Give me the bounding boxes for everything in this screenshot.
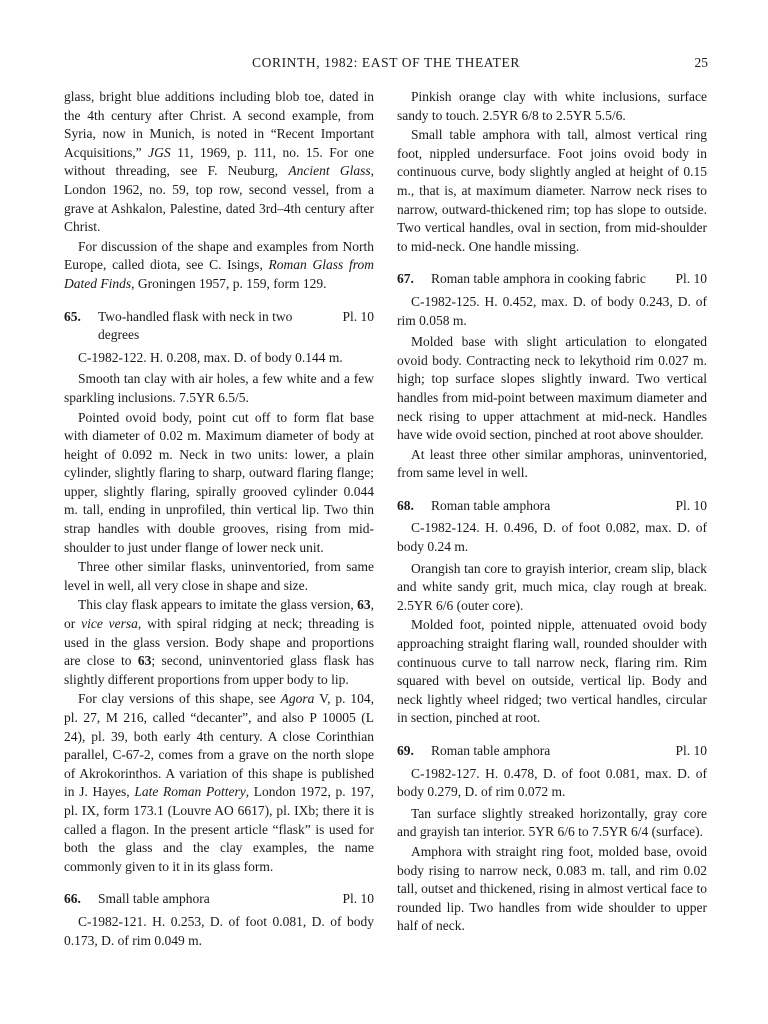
entry-description: Molded base with slight articulation to elongated ovoid body. Contracting neck to lekythoid rim 0.027 m. high; top surface slopes slightly inward. Two vertical handles from mid-point between maximum diameter and neck rising to upper attachment at mid-neck. Handles have wide ovoid section, pinched at root above shoulder. (397, 334, 707, 443)
entry-number: 66. (64, 891, 81, 907)
entry-title: Two-handled flask with neck in two degrees (98, 308, 293, 343)
entry-description: Molded foot, pointed nipple, attenuated ovoid body approaching straight flaring wall, rounded shoulder with continuous curve to tall narrow neck, flaring rim. Rim squared with bevel on outside, vertical lip. Body and neck lightly wheel ridged; two vertical handles, circular in section, pinched at root. (397, 617, 707, 726)
catalogue-entry-heading (64, 890, 374, 909)
paragraph: For discussion of the shape and examples from North Europe, called diota, see C. Isings, Roman Glass from Dated Finds, Groningen 1957, p. 159, form 129. (64, 238, 374, 291)
left-column (64, 88, 374, 953)
catalogue-entry-heading (64, 308, 374, 345)
entry-number: 67. (397, 271, 414, 287)
plate-reference: Pl. 10 (675, 497, 707, 513)
plate-reference: Pl. 10 (342, 891, 374, 907)
right-column (397, 88, 707, 937)
entry-spec: C-1982-121. H. 0.253, D. of foot 0.081, D. of body 0.173, D. of rim 0.049 m. (64, 913, 374, 948)
entry-discussion: This clay flask appears to imitate the glass version, 63, or vice versa, with spiral ridging at neck; threading is used in the glass version. Body shape and proportions are close to 63; second, uninventoried glass flask has slightly different proportions from upper body to lip. (64, 597, 374, 687)
running-title: CORINTH, 1982: EAST OF THE THEATER (252, 55, 520, 70)
running-header (64, 55, 708, 75)
plate-reference: Pl. 10 (675, 743, 707, 758)
catalogue-entry-heading (397, 497, 707, 516)
entry-spec: C-1982-127. H. 0.478, D. of foot 0.081, max. D. of body 0.279, D. of rim 0.072 m. (397, 765, 707, 800)
catalogue-entry-heading (397, 742, 707, 761)
entry-title: Roman table amphora in cooking fabric (431, 271, 646, 287)
page-number: 25 (694, 55, 708, 70)
paragraph: glass, bright blue additions including blob toe, dated in the 4th century after Christ. A second example, from Syria, now in Munich, is noted in “Recent Important Acquisitions,” JGS 11, 1969, p. 111, no. 15. For one without threading, see F. Neuburg, Ancient Glass, London 1962, no. 59, top row, second vessel, from a grave at Ashkalon, Palestine, dated 3rd–4th century after Christ. (64, 89, 374, 235)
entry-fabric: Tan surface slightly streaked horizontally, gray core and grayish tan interior. 5YR 6/6 to 7.5YR 6/4 (surface). (397, 805, 707, 840)
catalogue-entry-heading (397, 270, 707, 289)
entry-number: 69. (397, 743, 414, 758)
plate-reference: Pl. 10 (342, 308, 374, 324)
entry-note: At least three other similar amphoras, uninventoried, from same level in well. (397, 446, 707, 481)
entry-fabric: Orangish tan core to grayish interior, cream slip, black and white sandy grit, much mica, clay rough at break. 2.5YR 6/6 (outer core). (397, 560, 707, 613)
entry-note: Three other similar flasks, uninventoried, from same level in well, all very close in shape and size. (64, 559, 374, 593)
entry-spec: C-1982-122. H. 0.208, max. D. of body 0.144 m. (78, 349, 343, 365)
entry-fabric: Pinkish orange clay with white inclusions, surface sandy to touch. 2.5YR 6/8 to 2.5YR 5.5/6. (397, 89, 707, 123)
entry-spec: C-1982-124. H. 0.496, D. of foot 0.082, max. D. of body 0.24 m. (397, 520, 707, 555)
entry-description: Pointed ovoid body, point cut off to form flat base with diameter of 0.02 m. Maximum diameter of body at height of 0.092 m. Neck in two units: lower, a plain cylinder, slightly flaring to sharp, outward flaring flange; upper, slightly flaring, spirally grooved cylinder 0.044 m. tall, ending in unprofiled, thin vertical lip. Two thin strap handles with double grooves, rising from mid-shoulder to just under flange of lower neck unit. (64, 409, 374, 555)
entry-description: Amphora with straight ring foot, molded base, ovoid body rising to narrow neck, 0.083 m. tall, and rim 0.02 tall, outset and thickened, rising in almost vertical face to rounded lip. Two handles from wide shoulder to upper half of neck. (397, 843, 707, 934)
entry-discussion: For clay versions of this shape, see Agora V, p. 104, pl. 27, M 216, called “decanter”, and also P 10005 (L 24), pl. 39, both early 4th century. A close Corinthian parallel, C-67-2, comes from a grave on the north slope of Akrokorinthos. A variation of this shape is published in J. Hayes, Late Roman Pottery, London 1972, p. 197, pl. IX, form 173.1 (Louvre AO 6617), pl. IXb; there it is called a flagon. In the present article “flask” is used for both the glass and the clay examples, the name commonly given to it in its glass form. (64, 691, 375, 874)
entry-description: Small table amphora with tall, almost vertical ring foot, nippled undersurface. Foot joins ovoid body in continuous curve, body slightly angled at height of 0.15 m., that is, at maximum diameter. Narrow neck rises to narrow, outward-thickened rim; top has slope to outside. Two vertical handles, oval in section, from mid-shoulder to mid-neck. One handle missing. (397, 127, 707, 254)
entry-title: Small table amphora (98, 891, 210, 907)
entry-number: 68. (397, 497, 414, 513)
entry-spec: C-1982-125. H. 0.452, max. D. of body 0.243, D. of rim 0.058 m. (397, 293, 707, 328)
entry-title: Roman table amphora (431, 743, 551, 758)
entry-number: 65. (64, 308, 81, 324)
entry-title: Roman table amphora (431, 497, 551, 513)
entry-fabric: Smooth tan clay with air holes, a few white and a few sparkling inclusions. 7.5YR 6.5/5. (64, 371, 374, 405)
plate-reference: Pl. 10 (675, 271, 707, 287)
